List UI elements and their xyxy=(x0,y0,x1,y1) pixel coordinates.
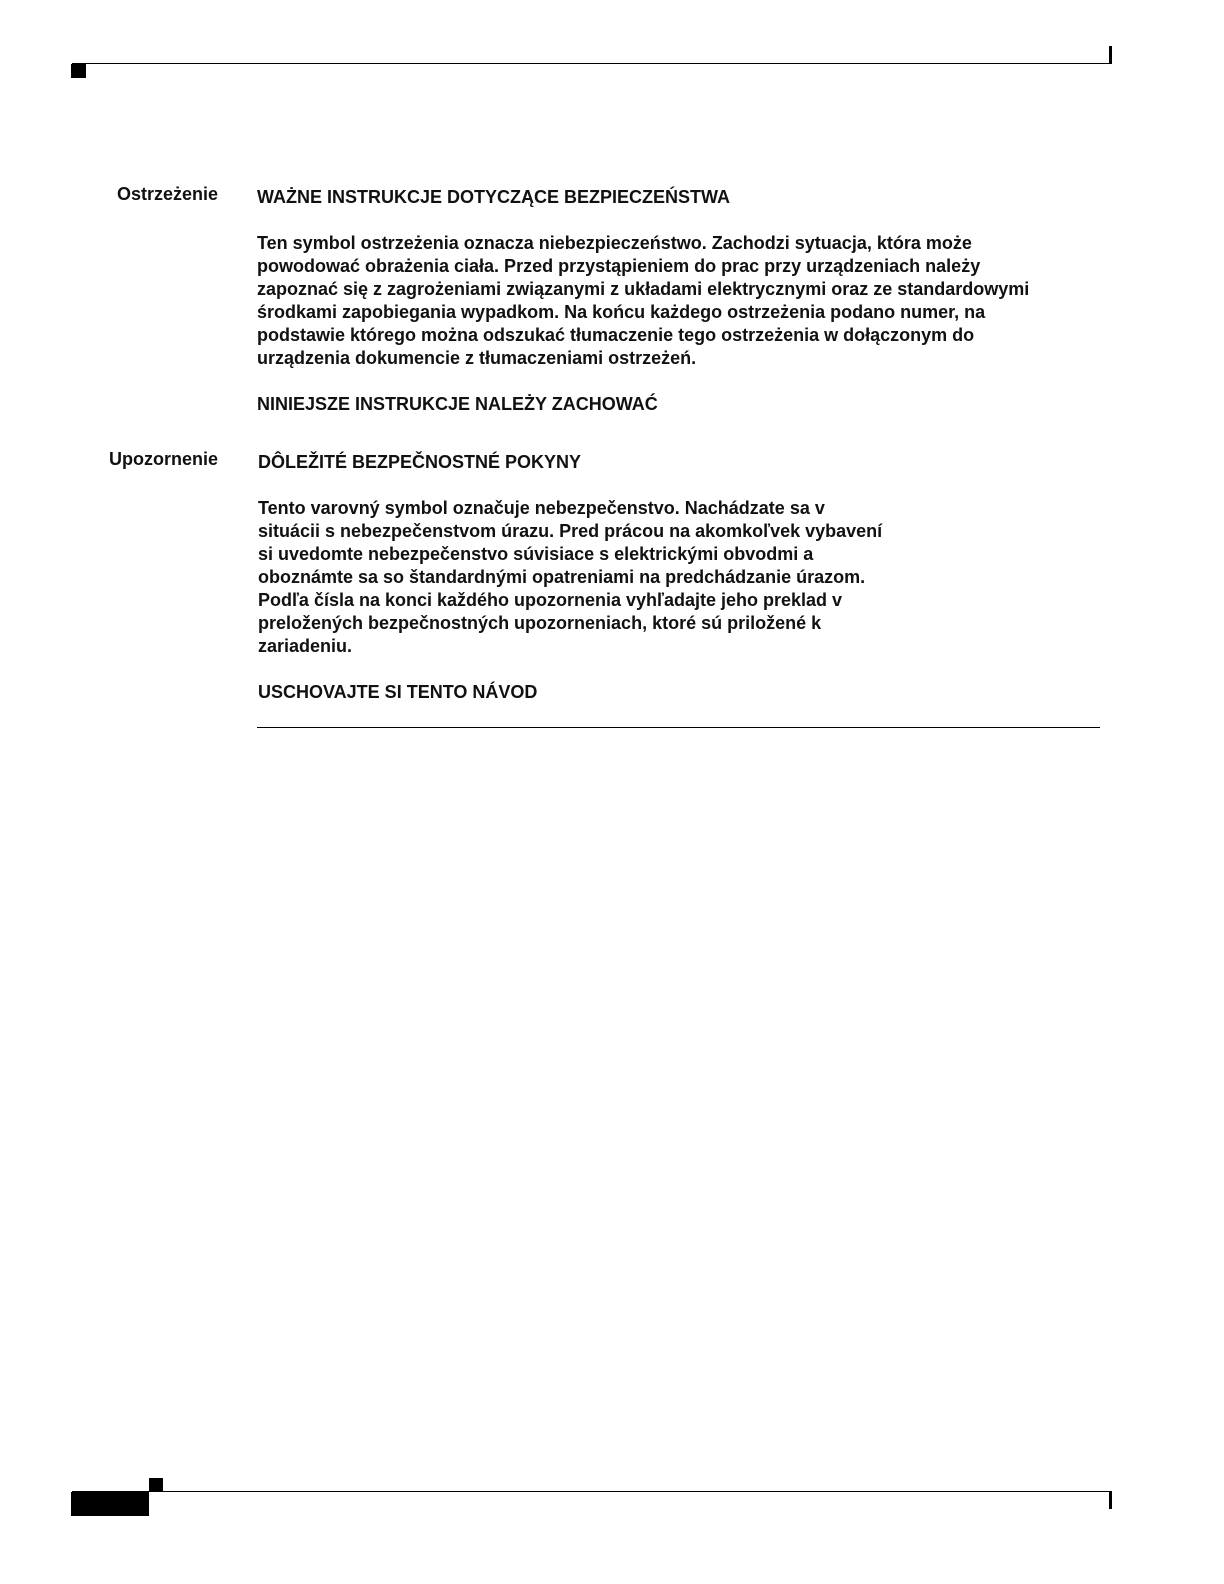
warning-text xyxy=(257,232,1029,370)
warning-label: Ostrzeżenie xyxy=(116,184,218,204)
warning-text-line: oboznámte sa so štandardnými opatreniami na predchádzanie úrazom. xyxy=(258,567,866,587)
warning-text-line: Podľa čísla na konci každého upozornenia vyhľadajte jeho preklad v xyxy=(258,590,843,610)
warning-body xyxy=(257,186,1029,416)
warning-text-line: zapoznać się z zagrożeniami związanymi z układami elektrycznymi oraz ze standardowymi xyxy=(257,279,1030,299)
warning-footer: USCHOVAJTE SI TENTO NÁVOD xyxy=(258,682,538,702)
warning-body xyxy=(258,451,882,704)
warning-text-line: środkami zapobiegania wypadkom. Na końcu każdego ostrzeżenia podano numer, na xyxy=(257,302,986,322)
footer-rule xyxy=(72,1491,1112,1492)
warning-footer: NINIEJSZE INSTRUKCJE NALEŻY ZACHOWAĆ xyxy=(257,394,658,414)
footer-right-tick xyxy=(1109,1492,1112,1509)
footer-page-tab xyxy=(71,1492,149,1516)
warning-text-line: Ten symbol ostrzeżenia oznacza niebezpieczeństwo. Zachodzi sytuacja, która może xyxy=(257,233,972,253)
header-right-tick xyxy=(1109,46,1112,64)
warning-title: WAŻNE INSTRUKCJE DOTYCZĄCE BEZPIECZEŃSTWA xyxy=(257,187,731,207)
warning-text-line: urządzenia dokumencie z tłumaczeniami ostrzeżeń. xyxy=(257,348,697,368)
warning-text-line: podstawie którego można odszukać tłumaczenie tego ostrzeżenia w dołączonym do xyxy=(257,325,975,345)
warning-text-line: powodować obrażenia ciała. Przed przystąpieniem do prac przy urządzeniach należy xyxy=(257,256,981,276)
warning-text-line: si uvedomte nebezpečenstvo súvisiace s elektrickými obvodmi a xyxy=(258,544,814,564)
warning-text-line: zariadeniu. xyxy=(258,636,353,656)
warning-label: Upozornenie xyxy=(108,449,218,469)
section-end-rule xyxy=(257,727,1100,728)
warning-title: DÔLEŽITÉ BEZPEČNOSTNÉ POKYNY xyxy=(258,452,582,472)
header-corner-marker xyxy=(71,64,86,78)
header-rule xyxy=(72,63,1112,64)
warning-text-line: preložených bezpečnostných upozorneniach, ktoré sú priložené k xyxy=(258,613,822,633)
warning-text-line: situácii s nebezpečenstvom úrazu. Pred prácou na akomkoľvek vybavení xyxy=(258,521,883,541)
warning-text xyxy=(258,497,882,658)
warning-text-line: Tento varovný symbol označuje nebezpečenstvo. Nachádzate sa v xyxy=(258,498,825,518)
footer-corner-marker xyxy=(149,1478,163,1492)
